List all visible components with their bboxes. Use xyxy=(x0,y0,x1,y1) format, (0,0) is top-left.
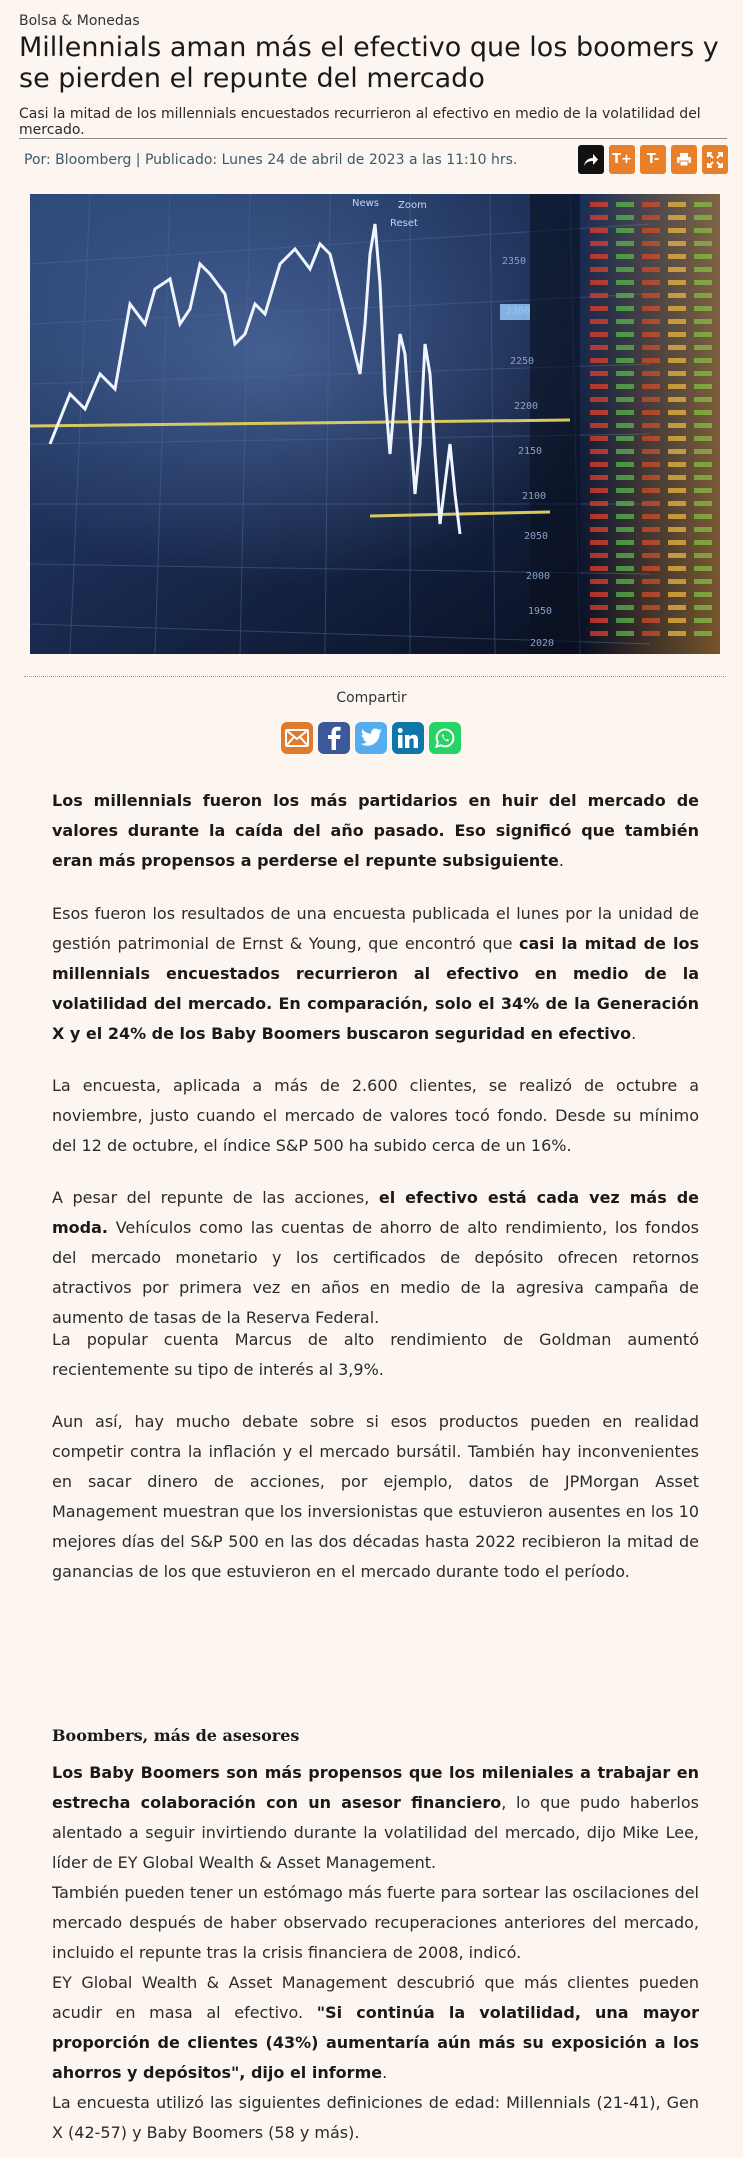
share-email-button[interactable] xyxy=(281,722,313,754)
section-label[interactable]: Bolsa & Monedas xyxy=(19,13,140,29)
share-linkedin-button[interactable] xyxy=(392,722,424,754)
paragraph: La popular cuenta Marcus de alto rendimiento de Goldman aumentó recientemente su tipo de interés al 3,9%. xyxy=(52,1330,699,1379)
share-buttons xyxy=(281,722,461,754)
share-arrow-button[interactable] xyxy=(578,145,604,174)
print-button[interactable] xyxy=(671,145,697,174)
share-label: Compartir xyxy=(336,690,407,706)
share-facebook-button[interactable] xyxy=(318,722,350,754)
facebook-icon xyxy=(327,726,341,750)
paragraph: A pesar del repunte de las acciones, el efectivo está cada vez más de moda. Vehículos como las cuentas de ahorro de alto rendimiento, los fondos del mercado monetario y los certificados de depósito ofrecen retornos atractivos por primera vez en años en medio de la agresiva campaña de aumento de tasas de la Reserva Federal. xyxy=(52,1188,700,1327)
paragraph: La encuesta, aplicada a más de 2.600 clientes, se realizó de octubre a noviembre, justo cuando el mercado de valores tocó fondo. Desde su mínimo del 12 de octubre, el índice S&P 500 ha subido cerca de un 16%. xyxy=(52,1076,699,1155)
print-icon xyxy=(676,152,692,167)
linkedin-icon xyxy=(397,727,419,749)
paragraph: También pueden tener un estómago más fuerte para sortear las oscilaciones del mercado después de haber observado recuperaciones anteriores del mercado, incluido el repunte tras la crisis financiera de 2008, indicó. xyxy=(52,1883,699,1962)
paragraph: Los millennials fueron los más partidarios en huir del mercado de valores durante la caída del año pasado. Eso significó que también eran más propensos a perderse el repunte subsiguiente. xyxy=(52,791,699,870)
article-headline: Millennials aman más el efectivo que los boomers y se pierden el repunte del mercado xyxy=(19,32,719,94)
email-icon xyxy=(285,729,309,747)
paragraph: Los Baby Boomers son más propensos que los mileniales a trabajar en estrecha colaboración con un asesor financiero, lo que pudo haberlos alentado a seguir invirtiendo durante la volatilidad del mercado, dijo Mike Lee, líder de EY Global Wealth & Asset Management. xyxy=(52,1763,700,1872)
divider xyxy=(19,138,727,139)
divider xyxy=(24,676,726,677)
whatsapp-icon xyxy=(433,726,457,750)
paragraph: Esos fueron los resultados de una encuesta publicada el lunes por la unidad de gestión patrimonial de Ernst & Young, que encontró que casi la mitad de los millennials encuestados recurrieron al efectivo en medio de la volatilidad del mercado. En comparación, solo el 34% de la Generación X y el 24% de los Baby Boomers buscaron seguridad en efectivo. xyxy=(52,904,699,1043)
fullscreen-icon xyxy=(707,152,723,168)
section-subheading: Boombers, más de asesores xyxy=(52,1726,300,1745)
fullscreen-button[interactable] xyxy=(702,145,728,174)
article-tools xyxy=(578,145,728,174)
share-whatsapp-button[interactable] xyxy=(429,722,461,754)
hero-image xyxy=(30,194,720,654)
article-subtitle: Casi la mitad de los millennials encuestados recurrieron al efectivo en medio de la volatilidad del mercado. xyxy=(19,106,701,138)
byline: Por: Bloomberg | Publicado: Lunes 24 de abril de 2023 a las 11:10 hrs. xyxy=(24,152,518,168)
stock-chart-illustration xyxy=(30,194,720,654)
share-twitter-button[interactable] xyxy=(355,722,387,754)
font-decrease-button[interactable]: T- xyxy=(640,145,666,174)
paragraph: EY Global Wealth & Asset Management descubrió que más clientes pueden acudir en masa al efectivo. "Si continúa la volatilidad, una mayor proporción de clientes (43%) aumentaría aún más su exposición a los ahorros y depósitos", dijo el informe. xyxy=(52,1973,699,2082)
paragraph: Aun así, hay mucho debate sobre si esos productos pueden en realidad competir contra la inflación y el mercado bursátil. También hay inconvenientes en sacar dinero de acciones, por ejemplo, datos de JPMorgan Asset Management muestran que los inversionistas que estuvieron ausentes en los 10 mejores días del S&P 500 en las dos décadas hasta 2022 recibieron la mitad de ganancias de los que estuvieron en el mercado durante todo el período. xyxy=(52,1412,699,1581)
twitter-icon xyxy=(359,728,383,748)
share-arrow-icon xyxy=(583,153,599,167)
font-increase-button[interactable]: T+ xyxy=(609,145,635,174)
paragraph: La encuesta utilizó las siguientes definiciones de edad: Millennials (21-41), Gen X (42-57) y Baby Boomers (58 y más). xyxy=(52,2093,699,2142)
